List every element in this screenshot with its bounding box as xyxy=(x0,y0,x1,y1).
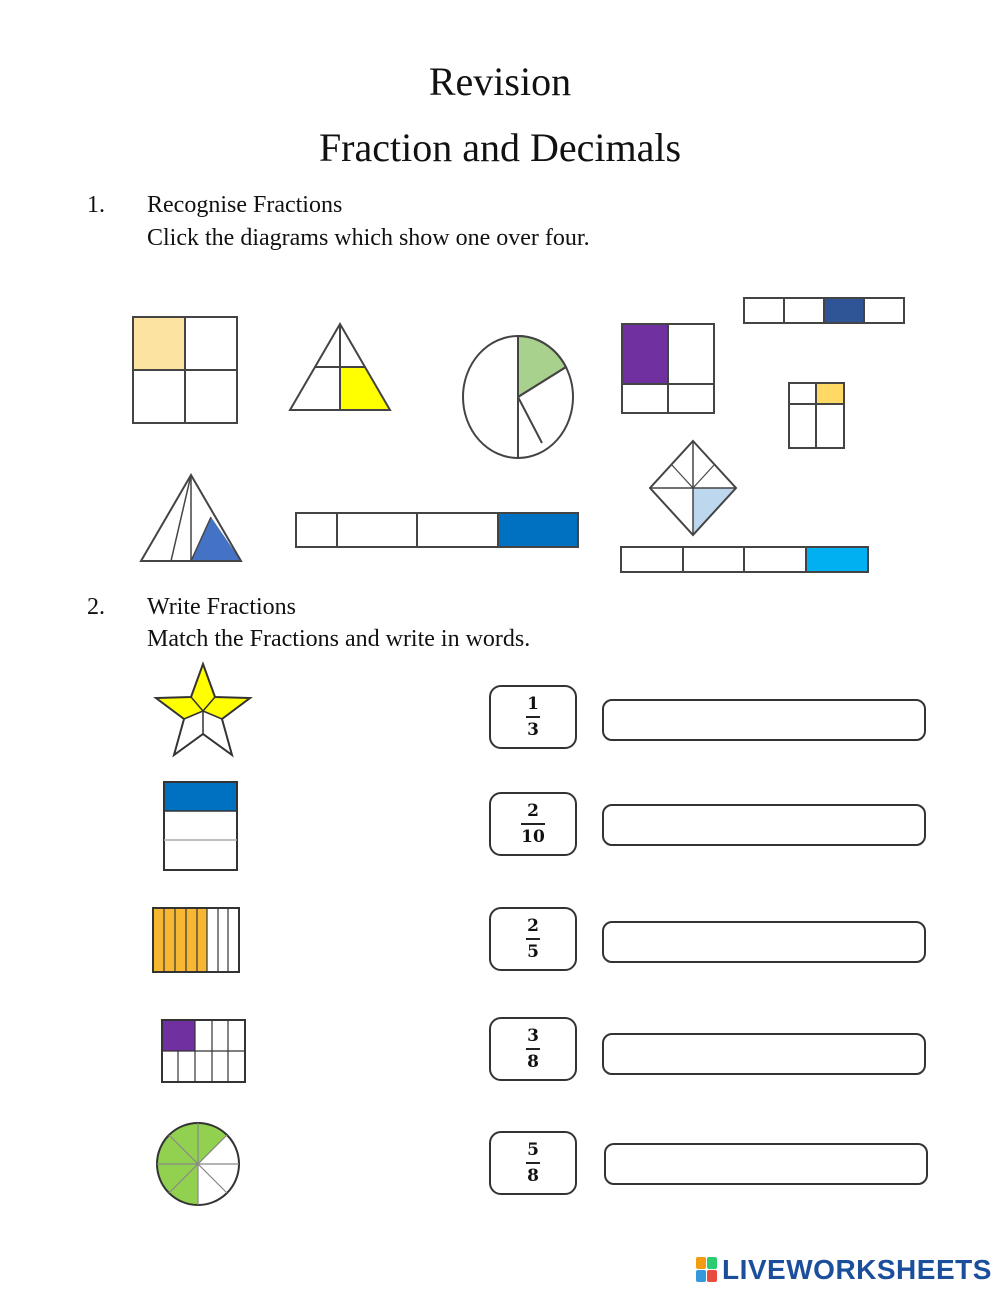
diagram-square-quarters[interactable] xyxy=(132,316,238,424)
fraction-denominator: 3 xyxy=(527,720,539,740)
shape-circle-eighths[interactable] xyxy=(155,1121,241,1207)
fraction-denominator: 5 xyxy=(527,942,539,962)
section2-heading: Write Fractions xyxy=(147,594,296,620)
section2-number: 2. xyxy=(87,594,105,620)
diagram-small-rect[interactable] xyxy=(788,382,845,449)
shape-grid-tenths[interactable] xyxy=(161,1019,246,1083)
fraction-card-4[interactable] xyxy=(489,1017,577,1081)
answer-input-2[interactable] xyxy=(602,804,926,846)
fraction-card-2[interactable] xyxy=(489,792,577,856)
answer-input-4[interactable] xyxy=(602,1033,926,1075)
diagram-rect-purple[interactable] xyxy=(621,323,715,414)
shape-rect-thirds[interactable] xyxy=(163,781,238,871)
fraction-bar xyxy=(526,1048,540,1050)
section1-instruction: Click the diagrams which show one over four. xyxy=(147,225,590,251)
section1-number: 1. xyxy=(87,192,105,218)
fraction-denominator: 8 xyxy=(527,1166,539,1186)
section2-instruction: Match the Fractions and write in words. xyxy=(147,626,531,652)
liveworksheets-logo-icon xyxy=(696,1257,718,1283)
diagram-triangle-quarters[interactable] xyxy=(287,323,393,411)
diagram-strip-four-navy[interactable] xyxy=(743,297,905,324)
answer-input-1[interactable] xyxy=(602,699,926,741)
fraction-bar xyxy=(526,716,540,718)
diagram-rhombus[interactable] xyxy=(648,439,738,537)
fraction-numerator: 5 xyxy=(527,1140,539,1160)
fraction-card-3[interactable] xyxy=(489,907,577,971)
fraction-card-1[interactable] xyxy=(489,685,577,749)
worksheet-title: Revision xyxy=(428,59,572,104)
fraction-numerator: 3 xyxy=(527,1026,539,1046)
section1-heading: Recognise Fractions xyxy=(147,192,343,218)
worksheet-subtitle: Fraction and Decimals xyxy=(318,125,682,170)
shape-star[interactable] xyxy=(154,663,252,759)
fraction-card-5[interactable] xyxy=(489,1131,577,1195)
shape-bar-tenths[interactable] xyxy=(152,907,240,973)
liveworksheets-logo xyxy=(696,1254,992,1286)
fraction-bar xyxy=(526,938,540,940)
brand-name: LIVEWORKSHEETS xyxy=(722,1254,992,1285)
answer-input-3[interactable] xyxy=(602,921,926,963)
diagram-bar-four-cyan[interactable] xyxy=(620,546,869,573)
fraction-numerator: 2 xyxy=(527,801,539,821)
fraction-denominator: 10 xyxy=(521,827,545,847)
diagram-triangle-blue[interactable] xyxy=(139,474,243,562)
answer-input-5[interactable] xyxy=(604,1143,928,1185)
diagram-circle-sectors[interactable] xyxy=(462,333,576,461)
fraction-bar xyxy=(521,823,545,825)
fraction-numerator: 1 xyxy=(527,694,539,714)
fraction-bar xyxy=(526,1162,540,1164)
diagram-bar-four-blue[interactable] xyxy=(295,512,579,548)
fraction-numerator: 2 xyxy=(527,916,539,936)
fraction-denominator: 8 xyxy=(527,1052,539,1072)
